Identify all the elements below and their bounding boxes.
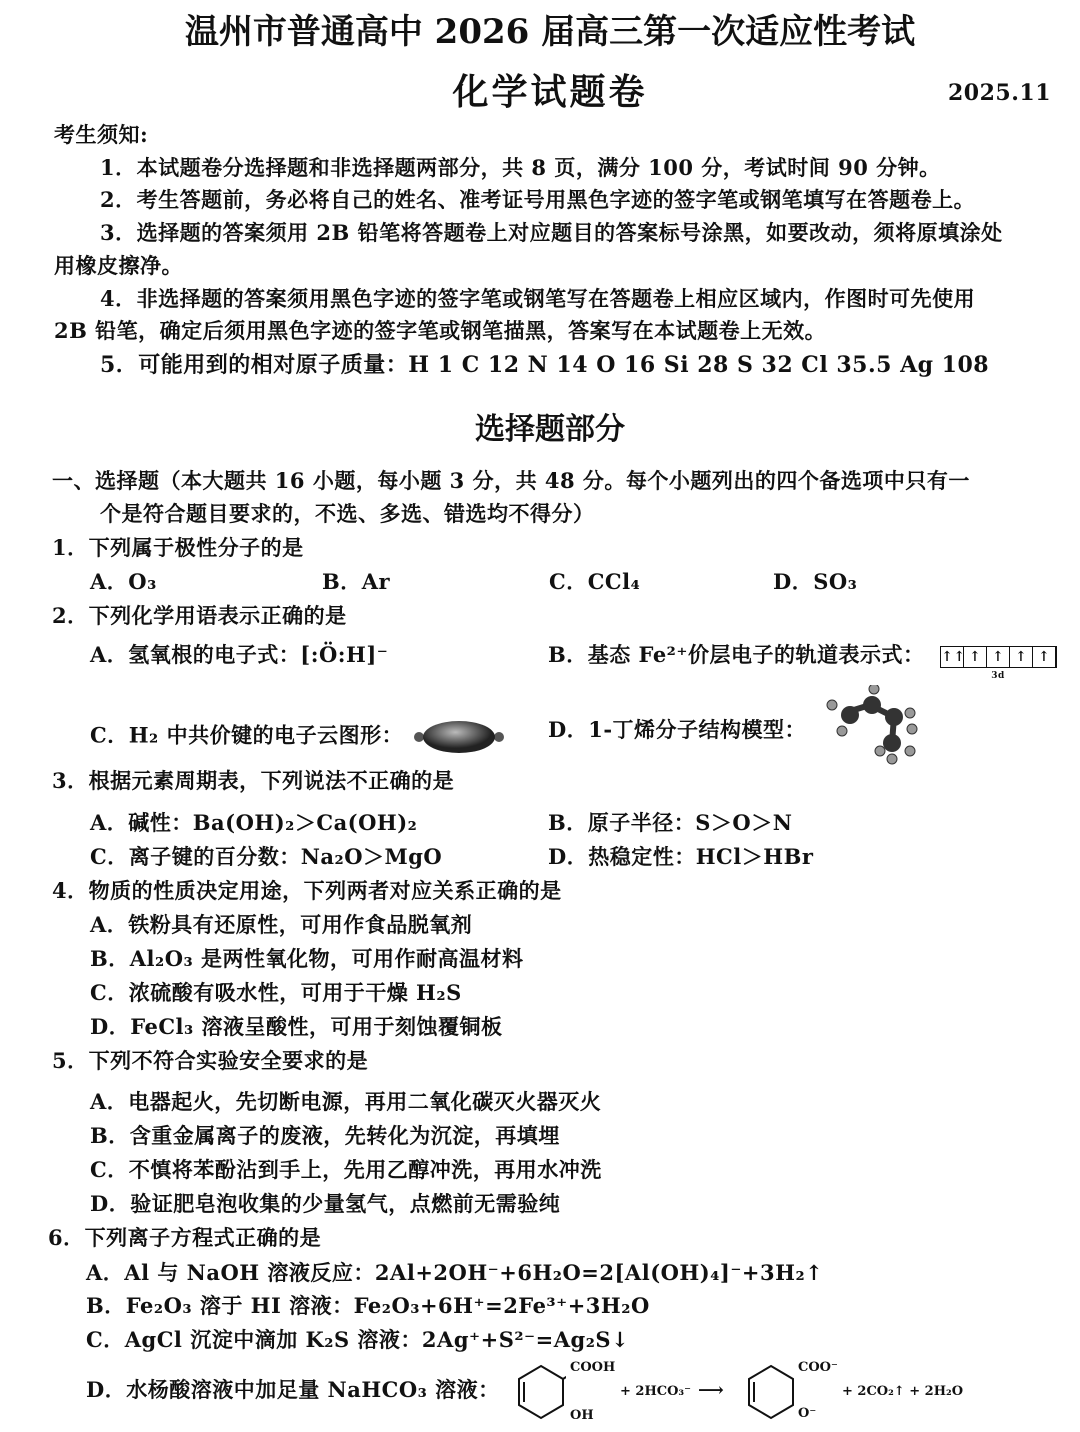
option-c-label: C．H₂ 中共价键的电子云图形： [90, 722, 404, 748]
products: + 2CO₂↑ + 2H₂O [842, 1384, 964, 1399]
option-a: A．O₃ [90, 569, 157, 594]
option-b: B．Ar [322, 569, 391, 594]
option-d: D．FeCl₃ 溶液呈酸性，可用于刻蚀覆铜板 [90, 1014, 503, 1039]
option-a-label: A．氢氧根的电子式： [90, 642, 301, 667]
option-a: A．电器起火，先切断电源，再用二氧化碳灭火器灭火 [90, 1089, 602, 1114]
coo-group: COO⁻ [798, 1360, 838, 1375]
butene-model-icon [822, 685, 922, 765]
oh-group: OH [570, 1408, 594, 1423]
option-b: B．含重金属离子的废液，先转化为沉淀，再填埋 [90, 1123, 560, 1148]
question-stem: 6．下列离子方程式正确的是 [48, 1225, 322, 1250]
o-group: O⁻ [798, 1406, 817, 1421]
orbital-box: ↑ [964, 647, 987, 667]
section-title: 选择题部分 [475, 412, 625, 447]
arrow-icon: ⟶ [698, 1380, 724, 1401]
exam-date: 2025.11 [948, 80, 1052, 106]
electron-formula: [:Ö:H]⁻ [300, 642, 389, 667]
question-stem: 3．根据元素周期表，下列说法不正确的是 [52, 768, 455, 793]
question-stem: 5．下列不符合实验安全要求的是 [52, 1048, 369, 1073]
orbital-diagram [940, 646, 1057, 681]
notice-item: 1．本试题卷分选择题和非选择题两部分，共 8 页，满分 100 分，考试时间 90 分钟。 [100, 155, 941, 180]
exam-title: 温州市普通高中 2026 届高三第一次适应性考试 [184, 12, 916, 52]
option-d: D．热稳定性：HCl＞HBr [548, 844, 814, 869]
notice-item: 5．可能用到的相对原子质量：H 1 C 12 N 14 O 16 Si 28 S 32 Cl 35.5 Ag 108 [100, 352, 990, 378]
electron-cloud-icon [411, 717, 507, 757]
reactant-bicarbonate: + 2HCO₃⁻ [620, 1384, 691, 1399]
option-d: D．水杨酸溶液中加足量 NaHCO₃ 溶液： [86, 1377, 500, 1402]
option-a: A．铁粉具有还原性，可用作食品脱氧剂 [90, 912, 473, 937]
notice-item: 用橡皮擦净。 [54, 253, 183, 278]
exam-subtitle: 化学试题卷 [452, 71, 648, 113]
option-c: C．AgCl 沉淀中滴加 K₂S 溶液：2Ag⁺+S²⁻=Ag₂S↓ [86, 1327, 630, 1352]
orbital-box: ↑ [987, 647, 1010, 667]
option-d [548, 717, 806, 743]
question-stem: 2．下列化学用语表示正确的是 [52, 603, 347, 628]
option-b [548, 642, 1057, 681]
question-stem: 1．下列属于极性分子的是 [52, 535, 304, 560]
option-a [90, 642, 388, 668]
option-c: C．不慎将苯酚沾到手上，先用乙醇冲洗，再用水冲洗 [90, 1157, 602, 1182]
option-a: A．碱性：Ba(OH)₂＞Ca(OH)₂ [90, 810, 418, 835]
option-c: C．浓硫酸有吸水性，可用于干燥 H₂S [90, 980, 462, 1005]
orbital-box: ↑ [1010, 647, 1033, 667]
option-c: C．CCl₄ [549, 569, 641, 594]
notice-item: 3．选择题的答案须用 2B 铅笔将答题卷上对应题目的答案标号涂黑，如要改动，须将原填涂处 [100, 220, 1003, 245]
benzene-ring-icon [516, 1364, 566, 1420]
section-intro: 个是符合题目要求的，不选、多选、错选均不得分） [100, 501, 595, 526]
option-c [90, 717, 507, 757]
notice-item: 4．非选择题的答案须用黑色字迹的签字笔或钢笔写在答题卷上相应区域内，作图时可先使用 [100, 286, 976, 311]
orbital-label: 3d [991, 670, 1005, 681]
cooh-group: COOH [570, 1360, 616, 1375]
notice-heading: 考生须知: [54, 122, 149, 147]
option-a: A．Al 与 NaOH 溶液反应：2Al+2OH⁻+6H₂O=2[Al(OH)₄]⁻+3H₂↑ [86, 1260, 824, 1285]
section-intro: 一、选择题（本大题共 16 小题，每小题 3 分，共 48 分。每个小题列出的四个备选项中只有一 [52, 468, 970, 493]
option-d: D．SO₃ [773, 569, 858, 594]
question-stem: 4．物质的性质决定用途，下列两者对应关系正确的是 [52, 878, 562, 903]
notice-item: 2B 铅笔，确定后须用黑色字迹的签字笔或钢笔描黑，答案写在本试题卷上无效。 [54, 318, 827, 343]
salicylic-reaction [512, 1356, 982, 1426]
notice-item: 2．考生答题前，务必将自己的姓名、准考证号用黑色字迹的签字笔或钢笔填写在答题卷上。 [100, 187, 976, 212]
option-d-label: D．1-丁烯分子结构模型： [548, 717, 807, 742]
option-b: B．Fe₂O₃ 溶于 HI 溶液：Fe₂O₃+6H⁺=2Fe³⁺+3H₂O [86, 1293, 650, 1318]
option-b: B．Al₂O₃ 是两性氧化物，可用作耐高温材料 [90, 946, 524, 971]
option-d: D．验证肥皂泡收集的少量氢气，点燃前无需验纯 [90, 1191, 561, 1216]
option-c: C．离子键的百分数：Na₂O＞MgO [90, 844, 443, 869]
option-b-label: B．基态 Fe²⁺价层电子的轨道表示式： [548, 642, 925, 667]
option-b: B．原子半径：S＞O＞N [548, 810, 793, 835]
orbital-box: ↑↑ [941, 648, 966, 665]
benzene-ring-icon [746, 1364, 796, 1420]
orbital-box: ↑ [1033, 647, 1056, 667]
